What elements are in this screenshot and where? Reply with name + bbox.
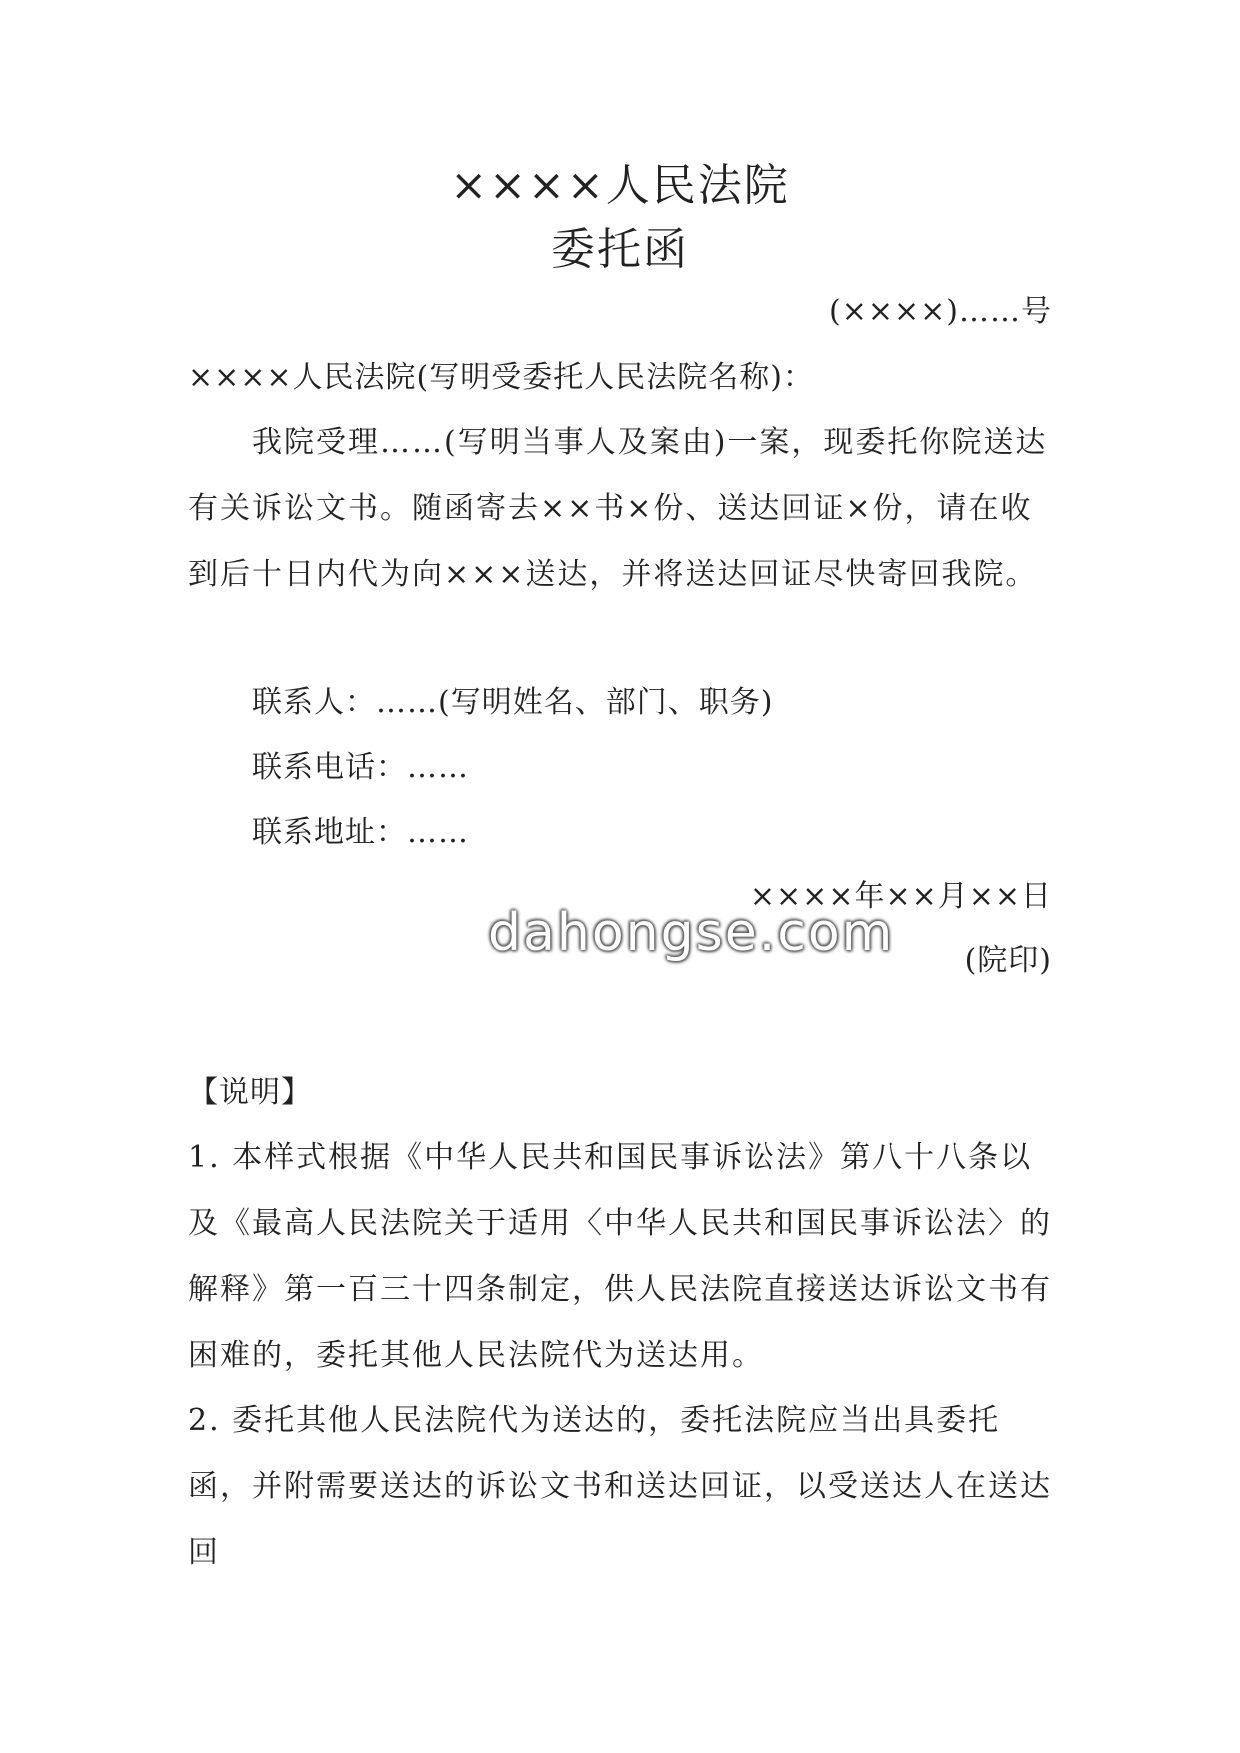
court-name-title: ××××人民法院 <box>450 160 790 211</box>
contact-address: 联系地址：…… <box>252 815 469 850</box>
letter-date: ××××年××月××日 <box>749 879 1052 914</box>
note-item-2: 2. 委托其他人民法院代为送达的，委托法院应当出具委托函，并附需要送达的诉讼文书和送达回证，以受送达人在送达回 <box>188 1403 1052 1570</box>
document-number: (××××)……号 <box>829 294 1052 329</box>
watermark: dahongse.com <box>488 903 895 963</box>
note-item-1: 1. 本样式根据《中华人民共和国民事诉讼法》第八十八条以及《最高人民法院关于适用〈中华人民共和国民事诉讼法〉的解释》第一百三十四条制定，供人民法院直接送达诉讼文书有困难的，委托其他人民法院代为送达用。 <box>188 1140 1052 1373</box>
document-title: 委托函 <box>551 224 689 275</box>
notes-heading: 【说明】 <box>188 1075 312 1110</box>
court-seal: (院印) <box>964 943 1052 978</box>
addressee: ××××人民法院(写明受委托人民法院名称)： <box>188 360 814 395</box>
letter-body: 我院受理……(写明当事人及案由)一案，现委托你院送达有关诉讼文书。随函寄去××书×份、送达回证×份，请在收到后十日内代为向×××送达，并将送达回证尽快寄回我院。 <box>188 425 1048 592</box>
contact-person: 联系人：……(写明姓名、部门、职务) <box>252 685 774 720</box>
contact-phone: 联系电话：…… <box>252 750 469 785</box>
